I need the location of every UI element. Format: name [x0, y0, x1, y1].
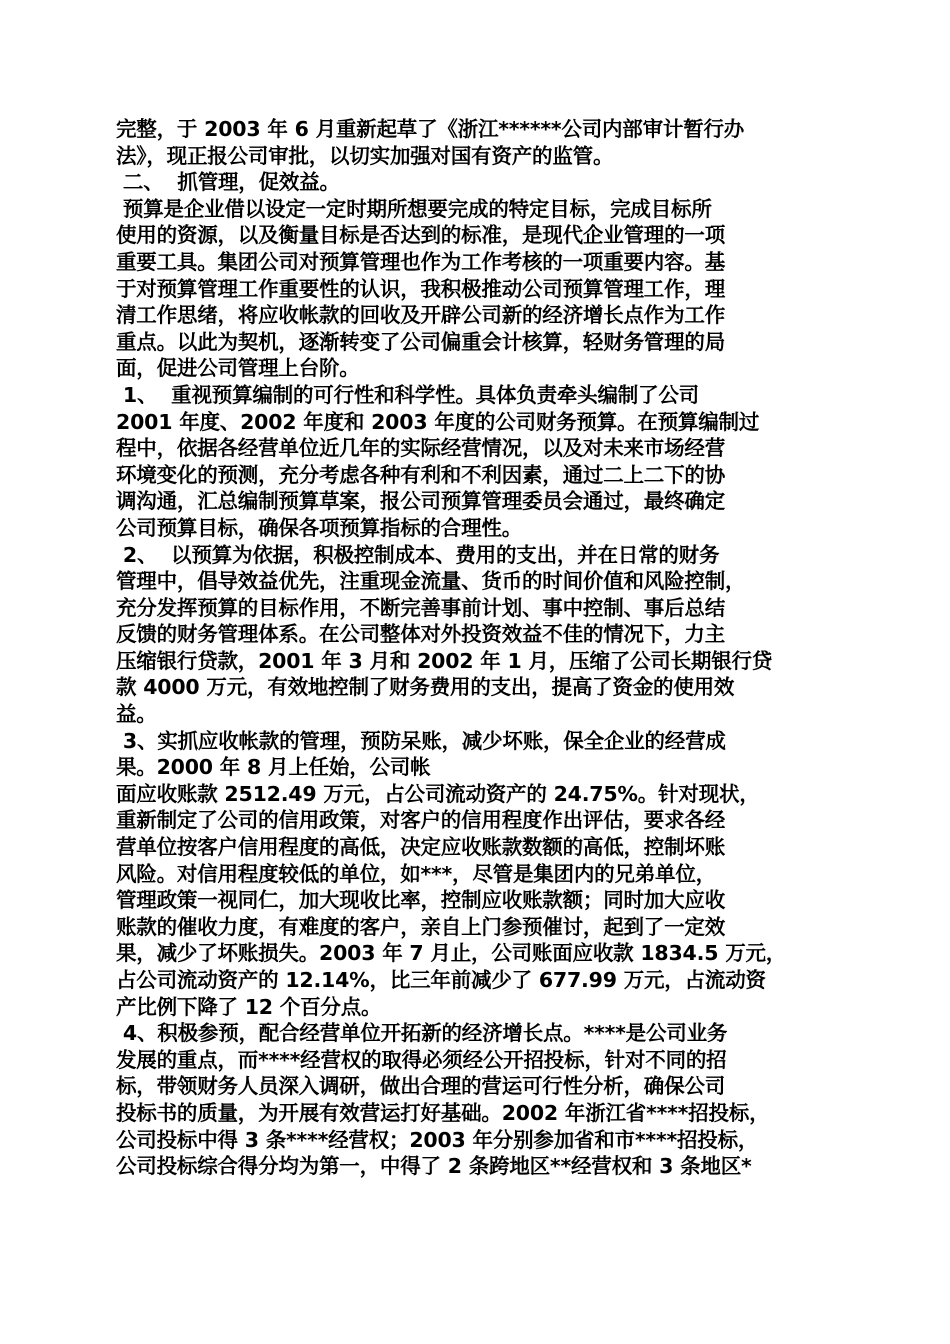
- text-line: 果，减少了坏账损失。2003 年 7 月止，公司账面应收款 1834.5 万元，: [116, 941, 787, 966]
- text-line: 充分发挥预算的目标作用，不断完善事前计划、事中控制、事后总结: [116, 595, 725, 620]
- text-line: 预算是企业借以设定一定时期所想要完成的特定目标，完成目标所: [116, 196, 712, 221]
- text-line: 3、实抓应收帐款的管理，预防呆账，减少坏账，保全企业的经营成: [116, 728, 726, 753]
- text-line: 重新制定了公司的信用政策，对客户的信用程度作出评估，要求各经: [116, 808, 725, 833]
- text-line: 于对预算管理工作重要性的认识，我积极推动公司预算管理工作，理: [116, 276, 725, 301]
- text-line: 款 4000 万元，有效地控制了财务费用的支出，提高了资金的使用效: [116, 675, 735, 700]
- text-line: 营单位按客户信用程度的高低，决定应收账款数额的高低，控制坏账: [116, 835, 725, 860]
- text-line: 压缩银行贷款，2001 年 3 月和 2002 年 1 月，压缩了公司长期银行贷: [116, 648, 773, 673]
- text-line: 公司预算目标，确保各项预算指标的合理性。: [116, 515, 522, 540]
- text-line: 二、 抓管理，促效益。: [116, 170, 340, 195]
- text-line: 重要工具。集团公司对预算管理也作为工作考核的一项重要内容。基: [116, 249, 725, 274]
- text-line: 标，带领财务人员深入调研，做出合理的营运可行性分析，确保公司: [116, 1074, 725, 1099]
- text-line: 管理政策一视同仁，加大现收比率，控制应收账款额；同时加大应收: [116, 888, 725, 913]
- text-line: 面，促进公司管理上台阶。: [116, 356, 360, 381]
- text-line: 管理中，倡导效益优先，注重现金流量、货币的时间价值和风险控制，: [116, 569, 746, 594]
- text-line: 4、积极参预，配合经营单位开拓新的经济增长点。****是公司业务: [116, 1021, 728, 1046]
- text-line: 环境变化的预测，充分考虑各种有利和不利因素，通过二上二下的协: [116, 462, 725, 487]
- text-line: 面应收账款 2512.49 万元，占公司流动资产的 24.75%。针对现状，: [116, 781, 760, 806]
- text-line: 占公司流动资产的 12.14%，比三年前减少了 677.99 万元，占流动资: [116, 968, 766, 992]
- text-line: 投标书的质量，为开展有效营运打好基础。2002 年浙江省****招投标，: [116, 1100, 770, 1125]
- text-line: 法》，现正报公司审批，以切实加强对国有资产的监管。: [116, 143, 614, 168]
- text-line: 产比例下降了 12 个百分点。: [116, 994, 382, 1019]
- text-line: 重点。以此为契机，逐渐转变了公司偏重会计核算，轻财务管理的局: [116, 329, 725, 354]
- document-body: [116, 116, 846, 1180]
- text-line: 果。2000 年 8 月上任始，公司帐: [116, 755, 431, 780]
- text-line: 使用的资源，以及衡量目标是否达到的标准，是现代企业管理的一项: [116, 223, 725, 248]
- text-line: 公司投标综合得分均为第一，中得了 2 条跨地区**经营权和 3 条地区*: [116, 1154, 752, 1179]
- text-line: 风险。对信用程度较低的单位，如***，尽管是集团内的兄弟单位，: [116, 861, 716, 886]
- text-line: 2、 以预算为依据，积极控制成本、费用的支出，并在日常的财务: [116, 542, 720, 567]
- text-line: 2001 年度、2002 年度和 2003 年度的公司财务预算。在预算编制过: [116, 409, 760, 434]
- text-line: 发展的重点，而****经营权的取得必须经公开招投标，针对不同的招: [116, 1047, 727, 1072]
- text-line: 程中，依据各经营单位近几年的实际经营情况，以及对未来市场经营: [116, 436, 725, 461]
- text-line: 账款的催收力度，有难度的客户，亲自上门参预催讨，起到了一定效: [116, 914, 725, 939]
- text-line: 调沟通，汇总编制预算草案，报公司预算管理委员会通过，最终确定: [116, 489, 725, 514]
- text-line: 反馈的财务管理体系。在公司整体对外投资效益不佳的情况下，力主: [116, 622, 725, 647]
- text-line: 1、 重视预算编制的可行性和科学性。具体负责牵头编制了公司: [116, 382, 699, 407]
- text-line: 清工作思绪，将应收帐款的回收及开辟公司新的经济增长点作为工作: [116, 303, 725, 328]
- text-line: 公司投标中得 3 条****经营权；2003 年分别参加省和市****招投标，: [116, 1127, 759, 1152]
- text-line: 益。: [116, 702, 157, 727]
- text-line: 完整，于 2003 年 6 月重新起草了《浙江******公司内部审计暂行办: [116, 117, 745, 141]
